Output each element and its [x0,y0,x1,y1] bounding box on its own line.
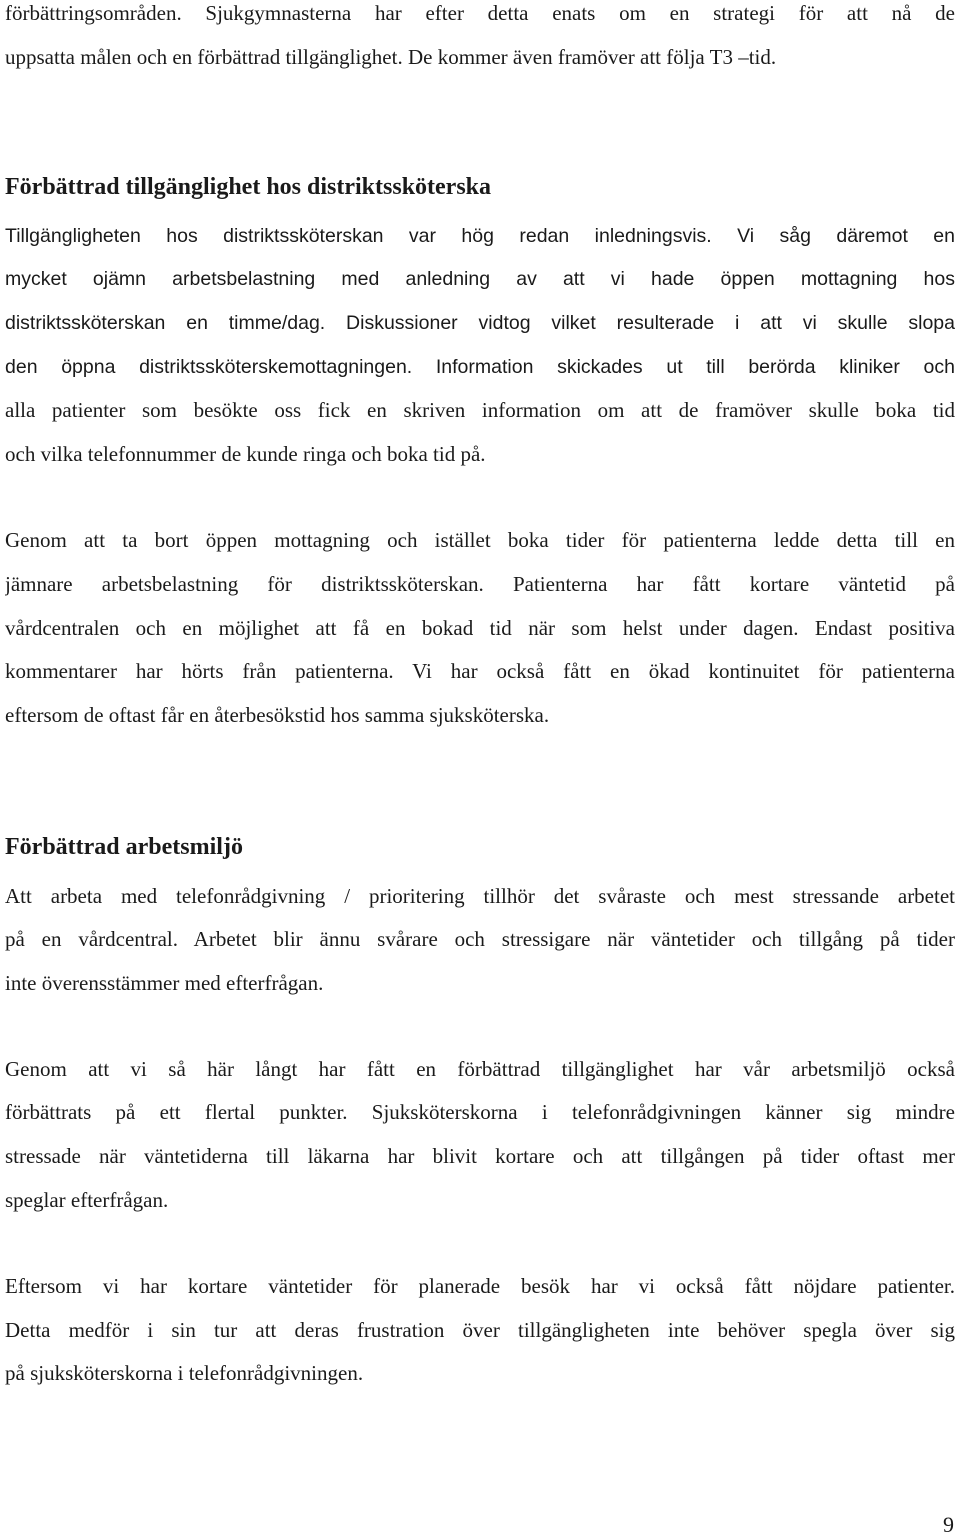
paragraph-line: speglar efterfrågan. [5,1188,169,1212]
paragraph-line: eftersom de oftast får en återbesökstid hos samma sjuksköterska. [5,703,550,727]
section-heading-work-environment: Förbättrad arbetsmiljö [5,834,243,860]
paragraph-line: jämnare arbetsbelastning för distriktssköterskan. Patienterna har fått kortare väntetid på [5,572,955,596]
paragraph-line: den öppna distriktssköterskemottagningen. Information skickades ut till berörda kliniker och [5,356,955,378]
intro-line: förbättringsområden. Sjukgymnasterna har efter detta enats om en strategi för att nå de [5,1,955,25]
paragraph-line: mycket ojämn arbetsbelastning med anledning av att vi hade öppen mottagning hos [5,268,955,290]
page-number: 9 [943,1512,954,1537]
paragraph-line: förbättrats på ett flertal punkter. Sjuksköterskorna i telefonrådgivningen känner sig mindre [5,1100,955,1124]
section-heading-accessibility: Förbättrad tillgänglighet hos distriktssköterska [5,174,492,200]
intro-line: uppsatta målen och en förbättrad tillgänglighet. De kommer även framöver att följa T3 –tid. [5,45,777,69]
paragraph-line: Detta medför i sin tur att deras frustration över tillgängligheten inte behöver spegla över sig [5,1318,955,1342]
paragraph-line: på sjuksköterskorna i telefonrådgivningen. [5,1361,364,1385]
paragraph-line: Genom att ta bort öppen mottagning och istället boka tider för patienterna ledde detta till en [5,528,955,552]
paragraph-line: stressade när väntetiderna till läkarna har blivit kortare och att tillgången på tider oftast mer [5,1144,955,1168]
paragraph-line: Tillgängligheten hos distriktssköterskan var hög redan inledningsvis. Vi såg däremot en [5,225,955,247]
paragraph-line: på en vårdcentral. Arbetet blir ännu svårare och stressigare när väntetider och tillgång på tider [5,927,955,951]
paragraph-line: Att arbeta med telefonrådgivning / prioritering tillhör det svåraste och mest stressande arbetet [5,884,955,908]
paragraph-line: Genom att vi så här långt har fått en förbättrad tillgänglighet har vår arbetsmiljö också [5,1057,955,1081]
paragraph-line: Eftersom vi har kortare väntetider för planerade besök har vi också fått nöjdare patienter. [5,1274,955,1298]
paragraph-line: alla patienter som besökte oss fick en skriven information om att de framöver skulle boka tid [5,398,955,422]
paragraph-line: kommentarer har hörts från patienterna. Vi har också fått en ökad kontinuitet för patienterna [5,659,955,683]
paragraph-line: inte överensstämmer med efterfrågan. [5,971,324,995]
paragraph-line: och vilka telefonnummer de kunde ringa och boka tid på. [5,442,486,466]
paragraph-line: vårdcentralen och en möjlighet att få en bokad tid när som helst under dagen. Endast positiva [5,616,955,640]
paragraph-line: distriktssköterskan en timme/dag. Diskussioner vidtog vilket resulterade i att vi skulle slopa [5,312,955,334]
